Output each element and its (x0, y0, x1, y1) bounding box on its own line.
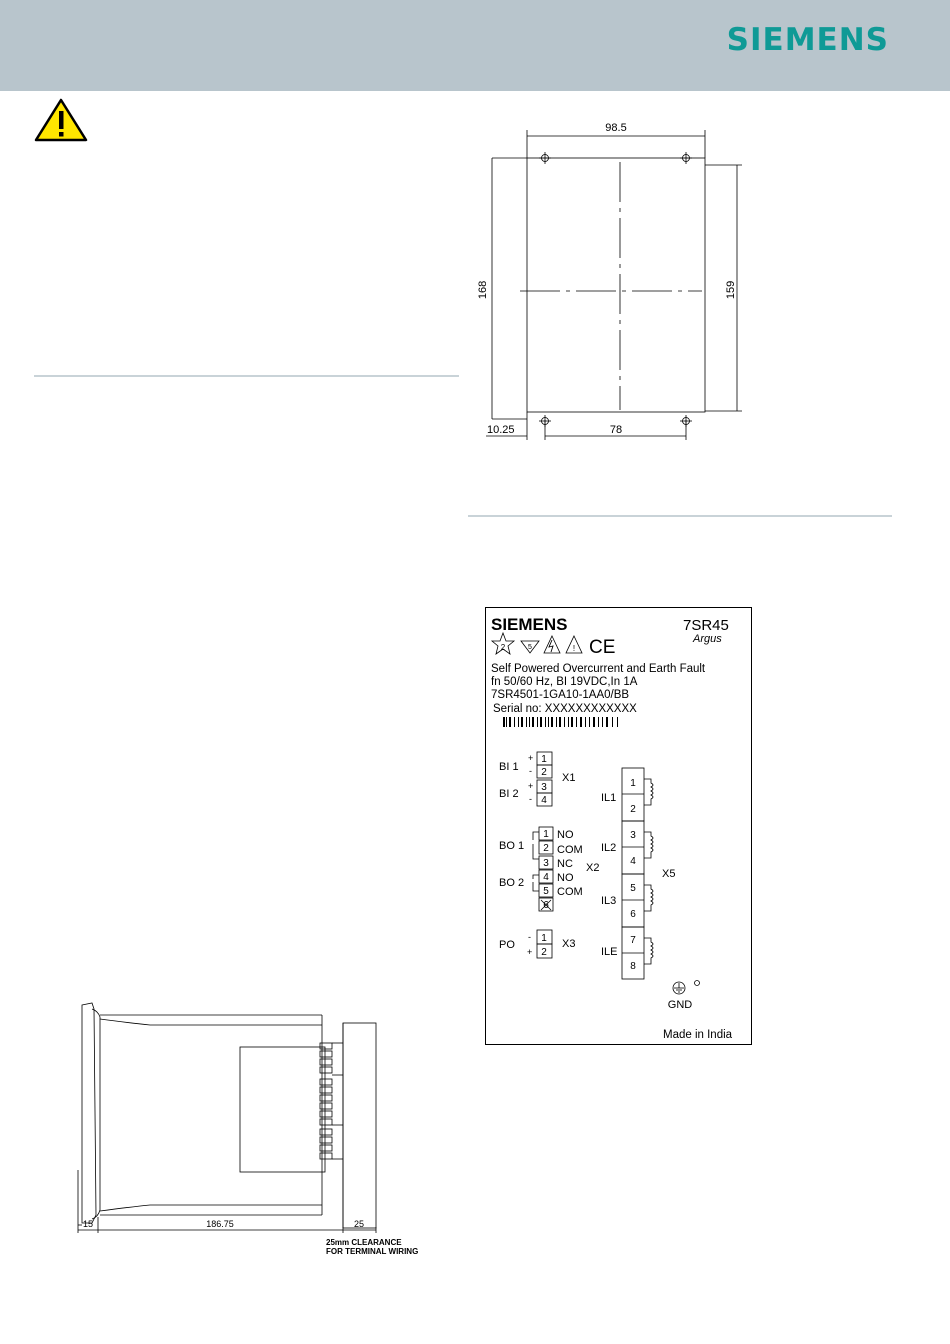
cutout-height-right-label: 159 (725, 280, 737, 300)
clearance-note-line2: FOR TERMINAL WIRING (326, 1247, 419, 1256)
svg-text:!: ! (572, 644, 576, 653)
bi1-label: BI 1 (499, 761, 519, 773)
svg-text:-: - (528, 932, 531, 942)
svg-text:-: - (529, 766, 532, 776)
label-serial: Serial no: XXXXXXXXXXXX (493, 703, 637, 715)
cutout-hole-spacing-label: 78 (609, 424, 623, 436)
svg-text:5: 5 (543, 886, 549, 897)
label-line2: fn 50/60 Hz, BI 19VDC,In 1A (491, 676, 638, 688)
section-divider-left (34, 375, 459, 377)
svg-text:NO: NO (557, 829, 574, 841)
svg-text:+: + (528, 753, 534, 763)
svg-text:+: + (527, 947, 533, 957)
cutout-width-label: 98.5 (605, 122, 627, 134)
svg-text:1: 1 (630, 778, 636, 789)
svg-text:2: 2 (541, 767, 547, 778)
label-order-code: 7SR4501-1GA10-1AA0/BB (491, 689, 630, 701)
ce-mark: CE (589, 637, 616, 658)
cutout-height-left-label: 168 (477, 280, 489, 300)
label-brand: SIEMENS (491, 615, 568, 634)
made-in-label: Made in India (663, 1029, 733, 1041)
il2-label: IL2 (601, 842, 617, 854)
il3-label: IL3 (601, 895, 617, 907)
label-subtitle: Argus (693, 633, 722, 645)
svg-text:2: 2 (543, 843, 549, 854)
svg-text:3: 3 (541, 782, 547, 793)
side-view-drawing (70, 995, 420, 1265)
svg-text:6: 6 (630, 909, 636, 920)
gnd-label: GND (667, 999, 693, 1011)
svg-text:1: 1 (541, 754, 547, 765)
po-label: PO (499, 939, 515, 951)
svg-text:5: 5 (630, 883, 636, 894)
dim-front-label: 15 (82, 1219, 94, 1229)
svg-text:4: 4 (541, 795, 547, 806)
warning-icon (34, 97, 88, 143)
ile-label: ILE (601, 946, 618, 958)
siemens-logo: SIEMENS (726, 22, 889, 58)
label-model: 7SR45 (683, 617, 729, 634)
svg-text:8: 8 (630, 961, 636, 972)
dim-terminal-label: 25 (353, 1219, 365, 1229)
panel-cutout-drawing (470, 110, 760, 440)
svg-text:2: 2 (541, 947, 547, 958)
svg-text:COM: COM (557, 844, 583, 856)
cutout-offset-label: 10.25 (487, 424, 515, 436)
svg-text:3: 3 (543, 858, 549, 869)
clearance-note-line1: 25mm CLEARANCE (326, 1238, 402, 1247)
dim-body-label: 186.75 (206, 1219, 234, 1229)
svg-text:-: - (529, 794, 532, 804)
svg-text:+: + (528, 781, 534, 791)
bo1-label: BO 1 (499, 840, 525, 852)
svg-text:2: 2 (630, 804, 636, 815)
svg-text:1: 1 (541, 933, 547, 944)
rating-label (485, 607, 753, 1046)
x1-label: X1 (562, 772, 576, 784)
il1-label: IL1 (601, 792, 617, 804)
symbol-2: 2 (500, 643, 506, 652)
svg-text:NC: NC (557, 858, 573, 870)
bo2-label: BO 2 (499, 877, 525, 889)
svg-text:3: 3 (630, 830, 636, 841)
label-line1: Self Powered Overcurrent and Earth Fault (491, 663, 706, 675)
svg-text:7: 7 (630, 935, 636, 946)
svg-text:1: 1 (543, 829, 549, 840)
symbol-5: 5 (528, 644, 532, 651)
bi2-label: BI 2 (499, 788, 519, 800)
section-divider-right (468, 515, 892, 517)
x5-label: X5 (662, 868, 676, 880)
svg-text:COM: COM (557, 886, 583, 898)
header-bar (0, 0, 950, 91)
x3-label: X3 (562, 938, 576, 950)
x2-label: X2 (586, 862, 600, 874)
svg-text:NO: NO (557, 872, 574, 884)
svg-text:6: 6 (543, 900, 549, 911)
svg-text:4: 4 (543, 872, 549, 883)
svg-text:4: 4 (630, 856, 636, 867)
